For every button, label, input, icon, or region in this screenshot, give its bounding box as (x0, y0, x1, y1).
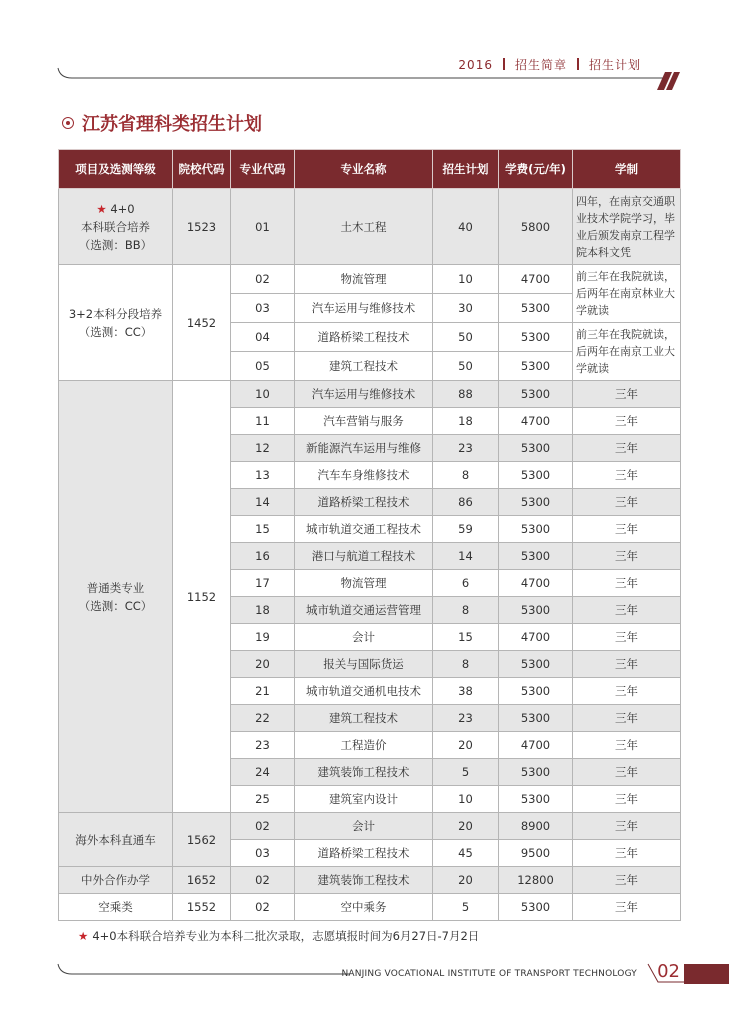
fee-cell: 5300 (499, 894, 573, 921)
fee-cell: 5300 (499, 678, 573, 705)
fee-cell: 5300 (499, 381, 573, 408)
fee-cell: 5300 (499, 294, 573, 323)
duration-note-cell: 四年，在南京交通职业技术学院学习，毕业后颁发南京工程学院本科文凭 (573, 189, 681, 265)
duration-cell: 三年 (573, 732, 681, 759)
duration-cell: 三年 (573, 813, 681, 840)
fee-cell: 5300 (499, 489, 573, 516)
other-programs-group (59, 813, 681, 921)
duration-note-cell: 前三年在我院就读，后两年在南京工业大学就读 (573, 323, 681, 381)
table-row (59, 813, 681, 840)
fee-cell: 12800 (499, 867, 573, 894)
major-code-cell: 10 (231, 381, 295, 408)
major-code-cell: 11 (231, 408, 295, 435)
table-row (59, 381, 681, 408)
major-name-cell: 土木工程 (295, 189, 433, 265)
header-section2: 招生计划 (588, 58, 641, 72)
fee-cell: 9500 (499, 840, 573, 867)
footnote-text: 4+0本科联合培养专业为本科二批次录取，志愿填报时间为6月27日-7月2日 (92, 929, 480, 943)
project-cell (59, 265, 173, 381)
major-code-cell: 23 (231, 732, 295, 759)
fee-cell: 5800 (499, 189, 573, 265)
plan-cell: 50 (433, 323, 499, 352)
header-separator (503, 58, 505, 70)
school-code-cell: 1452 (173, 265, 231, 381)
major-name-cell: 道路桥梁工程技术 (295, 323, 433, 352)
major-name-cell: 汽车运用与维修技术 (295, 294, 433, 323)
project-name: 4+0 (110, 201, 135, 216)
header-year: 2016 (458, 58, 493, 72)
plan-cell: 50 (433, 352, 499, 381)
plan-cell: 23 (433, 435, 499, 462)
header-breadcrumb (458, 56, 641, 73)
duration-cell: 三年 (573, 489, 681, 516)
plan-cell: 20 (433, 813, 499, 840)
major-name-cell: 道路桥梁工程技术 (295, 840, 433, 867)
page-title: 江苏省理科类招生计划 (82, 114, 262, 135)
major-code-cell: 02 (231, 894, 295, 921)
duration-note-cell: 前三年在我院就读，后两年在南京林业大学就读 (573, 265, 681, 323)
major-name-cell: 物流管理 (295, 570, 433, 597)
major-name-cell: 城市轨道交通工程技术 (295, 516, 433, 543)
major-name-cell: 道路桥梁工程技术 (295, 489, 433, 516)
major-code-cell: 03 (231, 840, 295, 867)
project-cell: 空乘类 (59, 894, 173, 921)
column-header: 院校代码 (173, 150, 231, 189)
column-header: 招生计划 (433, 150, 499, 189)
bullet-icon (62, 117, 74, 129)
major-name-cell: 城市轨道交通运营管理 (295, 597, 433, 624)
project-level: （选测：BB） (78, 237, 153, 252)
major-name-cell: 建筑装饰工程技术 (295, 867, 433, 894)
major-name-cell: 建筑装饰工程技术 (295, 759, 433, 786)
plan-cell: 5 (433, 759, 499, 786)
major-code-cell: 17 (231, 570, 295, 597)
major-name-cell: 汽车车身维修技术 (295, 462, 433, 489)
school-code-cell: 1652 (173, 867, 231, 894)
major-name-cell: 物流管理 (295, 265, 433, 294)
plan-cell: 10 (433, 786, 499, 813)
project-cell (59, 189, 173, 265)
major-code-cell: 20 (231, 651, 295, 678)
project-level: （选测：CC） (78, 598, 153, 613)
plan-cell: 8 (433, 597, 499, 624)
column-header: 专业名称 (295, 150, 433, 189)
major-code-cell: 02 (231, 265, 295, 294)
fee-cell: 5300 (499, 516, 573, 543)
header-section1: 招生简章 (514, 58, 567, 72)
major-code-cell: 13 (231, 462, 295, 489)
duration-cell: 三年 (573, 705, 681, 732)
table-row (59, 894, 681, 921)
plan-cell: 23 (433, 705, 499, 732)
duration-cell: 三年 (573, 678, 681, 705)
major-code-cell: 04 (231, 323, 295, 352)
fee-cell: 4700 (499, 408, 573, 435)
major-code-cell: 21 (231, 678, 295, 705)
duration-cell: 三年 (573, 597, 681, 624)
duration-cell: 三年 (573, 516, 681, 543)
fee-cell: 5300 (499, 435, 573, 462)
major-name-cell: 会计 (295, 624, 433, 651)
plan-cell: 88 (433, 381, 499, 408)
major-code-cell: 14 (231, 489, 295, 516)
table-row (59, 265, 681, 294)
major-code-cell: 18 (231, 597, 295, 624)
duration-cell: 三年 (573, 543, 681, 570)
duration-cell: 三年 (573, 408, 681, 435)
plan-cell: 8 (433, 462, 499, 489)
fee-cell: 8900 (499, 813, 573, 840)
fee-cell: 5300 (499, 786, 573, 813)
major-name-cell: 报关与国际货运 (295, 651, 433, 678)
major-code-cell: 05 (231, 352, 295, 381)
plan-cell: 15 (433, 624, 499, 651)
column-header: 学制 (573, 150, 681, 189)
major-name-cell: 港口与航道工程技术 (295, 543, 433, 570)
plan-cell: 18 (433, 408, 499, 435)
fee-cell: 5300 (499, 543, 573, 570)
plan-cell: 14 (433, 543, 499, 570)
school-code-cell: 1523 (173, 189, 231, 265)
star-icon: ★ (96, 201, 107, 216)
school-code-cell: 1552 (173, 894, 231, 921)
major-code-cell: 02 (231, 813, 295, 840)
table-header-row (59, 150, 681, 189)
fee-cell: 4700 (499, 624, 573, 651)
fee-cell: 4700 (499, 732, 573, 759)
plan-cell: 8 (433, 651, 499, 678)
major-code-cell: 22 (231, 705, 295, 732)
fee-cell: 5300 (499, 462, 573, 489)
column-header: 专业代码 (231, 150, 295, 189)
major-name-cell: 建筑室内设计 (295, 786, 433, 813)
fee-cell: 5300 (499, 352, 573, 381)
header-separator (577, 58, 579, 70)
duration-cell: 三年 (573, 867, 681, 894)
project-name: 普通类专业 (86, 580, 145, 595)
school-code-cell: 1152 (173, 381, 231, 813)
major-name-cell: 城市轨道交通机电技术 (295, 678, 433, 705)
major-code-cell: 16 (231, 543, 295, 570)
duration-cell: 三年 (573, 381, 681, 408)
duration-cell: 三年 (573, 786, 681, 813)
plan-cell: 30 (433, 294, 499, 323)
footnote (78, 928, 479, 944)
table-row (59, 867, 681, 894)
footer-institute-name: NANJING VOCATIONAL INSTITUTE OF TRANSPORT TECHNOLOGY (341, 969, 637, 979)
project-name: 本科联合培养 (81, 219, 150, 234)
regular-majors-group (59, 381, 681, 813)
duration-cell: 三年 (573, 570, 681, 597)
plan-cell: 38 (433, 678, 499, 705)
major-name-cell: 建筑工程技术 (295, 705, 433, 732)
major-name-cell: 会计 (295, 813, 433, 840)
plan-cell: 45 (433, 840, 499, 867)
fee-cell: 4700 (499, 265, 573, 294)
major-code-cell: 02 (231, 867, 295, 894)
school-code-cell: 1562 (173, 813, 231, 867)
project-cell: 海外本科直通车 (59, 813, 173, 867)
plan-cell: 86 (433, 489, 499, 516)
plan-cell: 40 (433, 189, 499, 265)
header-decoration (0, 0, 729, 90)
major-name-cell: 新能源汽车运用与维修 (295, 435, 433, 462)
fee-cell: 5300 (499, 705, 573, 732)
duration-cell: 三年 (573, 462, 681, 489)
fee-cell: 5300 (499, 759, 573, 786)
fee-cell: 4700 (499, 570, 573, 597)
duration-cell: 三年 (573, 435, 681, 462)
page-header (0, 0, 729, 90)
star-icon: ★ (78, 929, 89, 943)
duration-cell: 三年 (573, 759, 681, 786)
major-code-cell: 24 (231, 759, 295, 786)
page-number: 02 (657, 961, 680, 982)
plan-cell: 59 (433, 516, 499, 543)
project-cell (59, 381, 173, 813)
major-code-cell: 25 (231, 786, 295, 813)
duration-cell: 三年 (573, 651, 681, 678)
section-title-row (62, 111, 262, 135)
major-code-cell: 15 (231, 516, 295, 543)
major-code-cell: 03 (231, 294, 295, 323)
footer-accent-bar (684, 964, 729, 984)
plan-cell: 6 (433, 570, 499, 597)
major-code-cell: 01 (231, 189, 295, 265)
project-name: 3+2本科分段培养 (68, 306, 163, 321)
project-cell: 中外合作办学 (59, 867, 173, 894)
major-name-cell: 汽车运用与维修技术 (295, 381, 433, 408)
duration-cell: 三年 (573, 894, 681, 921)
major-name-cell: 空中乘务 (295, 894, 433, 921)
major-name-cell: 工程造价 (295, 732, 433, 759)
column-header: 学费(元/年) (499, 150, 573, 189)
duration-cell: 三年 (573, 840, 681, 867)
enrollment-plan-table (58, 149, 681, 921)
duration-cell: 三年 (573, 624, 681, 651)
major-code-cell: 19 (231, 624, 295, 651)
major-name-cell: 汽车营销与服务 (295, 408, 433, 435)
plan-cell: 10 (433, 265, 499, 294)
column-header: 项目及选测等级 (59, 150, 173, 189)
major-name-cell: 建筑工程技术 (295, 352, 433, 381)
plan-cell: 20 (433, 732, 499, 759)
major-code-cell: 12 (231, 435, 295, 462)
table-row (59, 189, 681, 265)
plan-cell: 5 (433, 894, 499, 921)
plan-cell: 20 (433, 867, 499, 894)
fee-cell: 5300 (499, 651, 573, 678)
fee-cell: 5300 (499, 323, 573, 352)
project-level: （选测：CC） (78, 324, 153, 339)
fee-cell: 5300 (499, 597, 573, 624)
